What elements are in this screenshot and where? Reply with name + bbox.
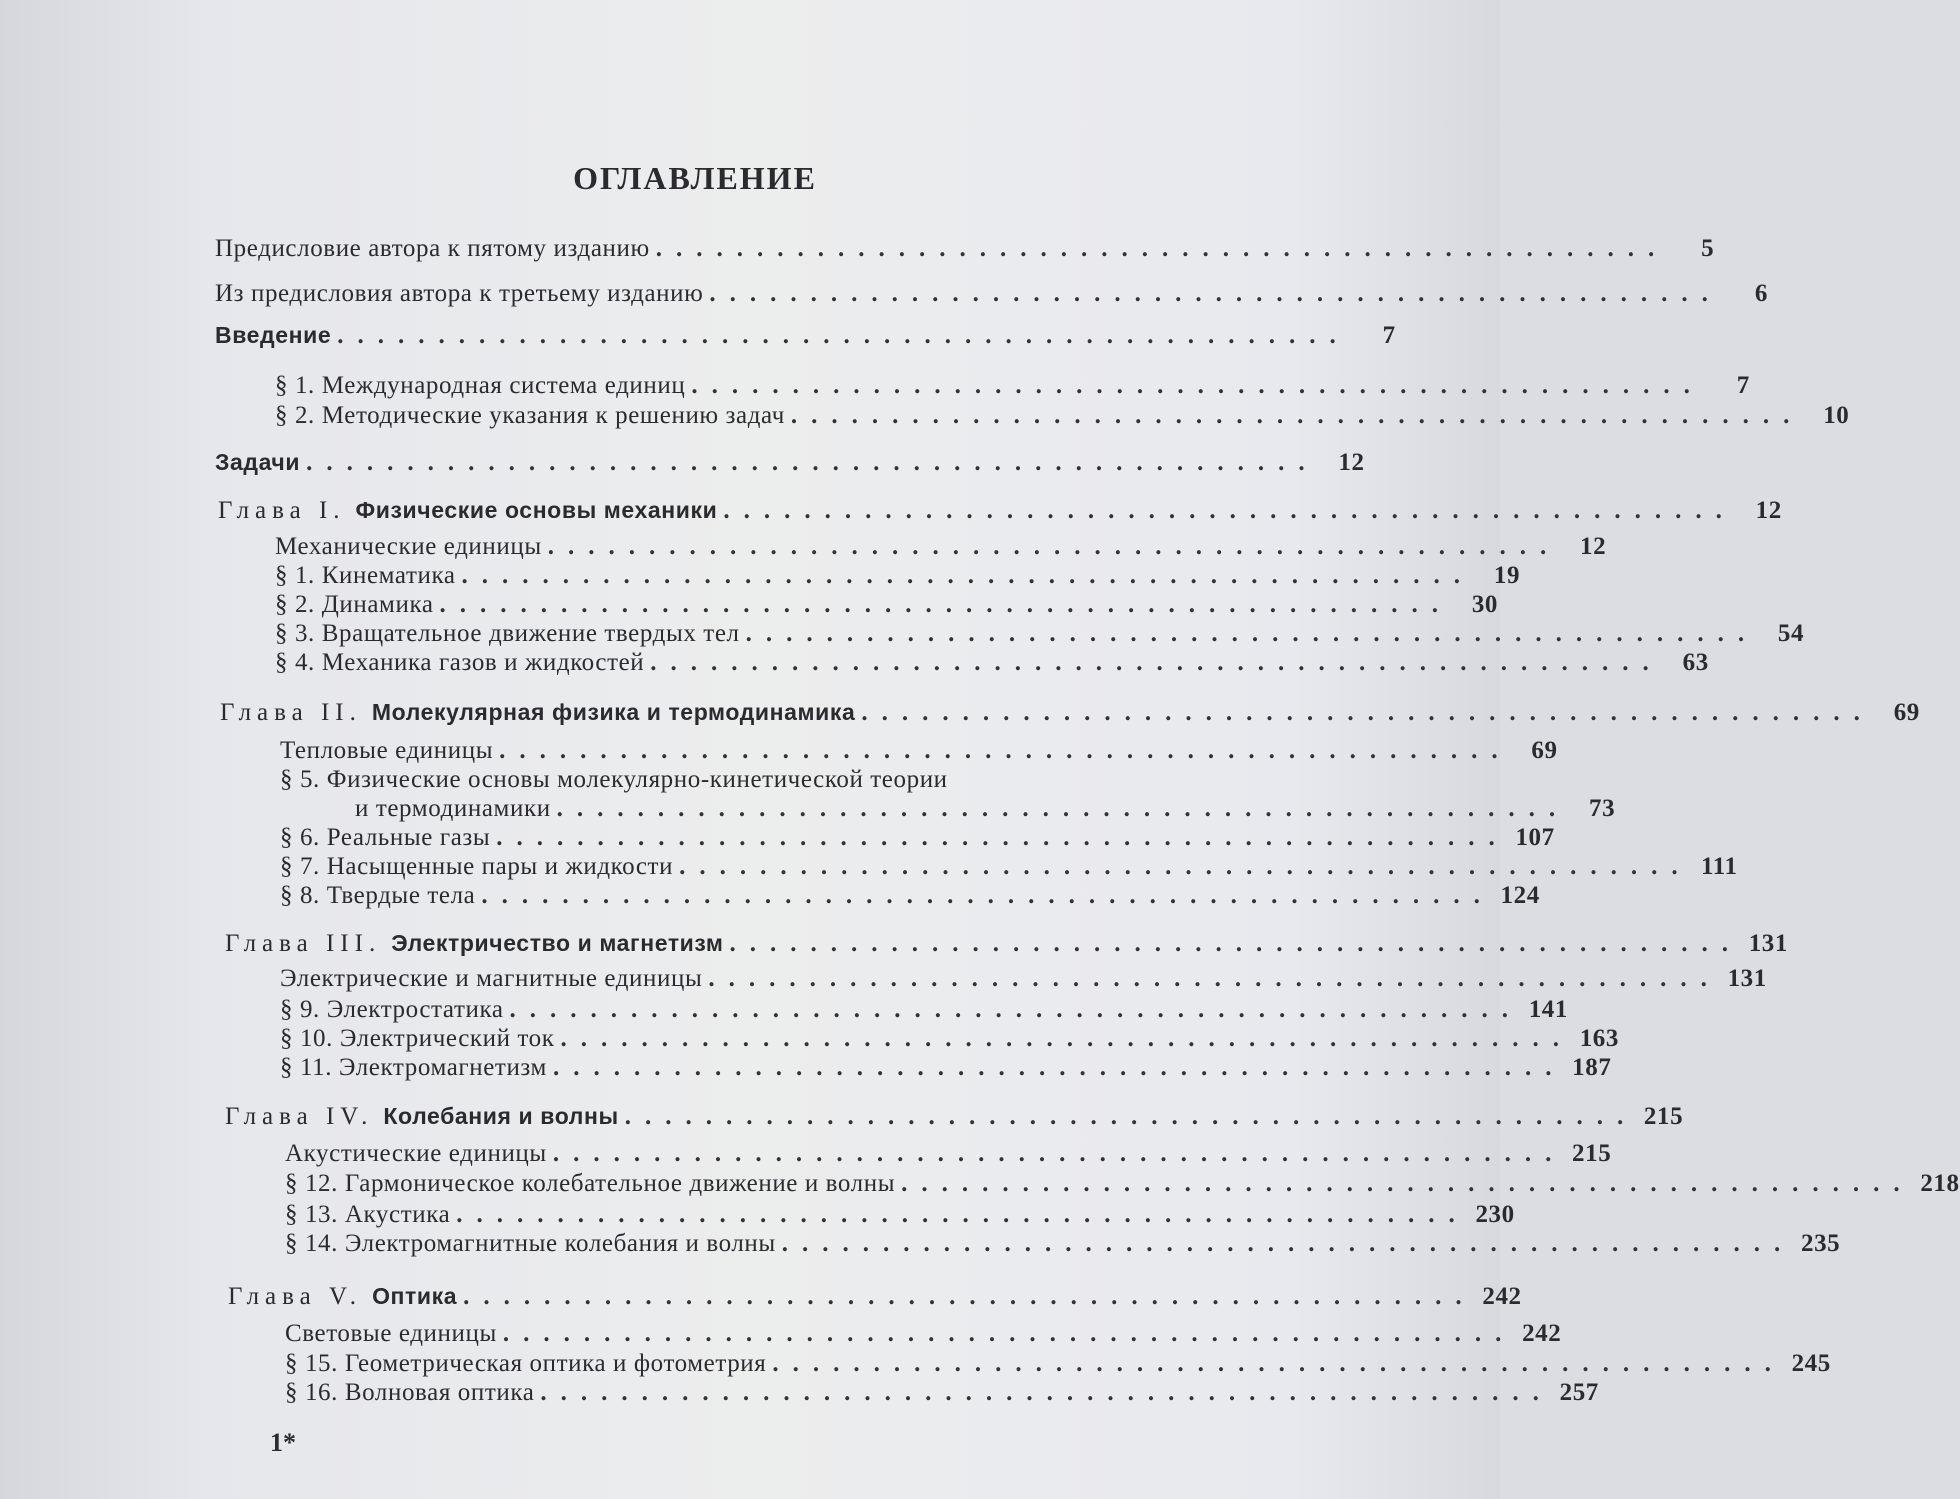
toc-entry: [285, 1379, 1599, 1409]
entry-page: 63: [1682, 649, 1709, 676]
entry-page: 54: [1777, 620, 1805, 647]
entry-page: 12: [1580, 533, 1607, 560]
entry-label: § 5. Физические основы молекулярно-кинетической теории: [280, 766, 948, 793]
entry-label: § 1. Международная система единиц: [275, 372, 686, 399]
chapter-prefix: Глава IV.: [225, 1103, 374, 1130]
entry-label: § 4. Механика газов и жидкостей: [275, 649, 645, 676]
toc-entry: [275, 402, 1850, 432]
entry-label: § 15. Геометрическая оптика и фотометрия: [285, 1350, 767, 1377]
entry-label: § 6. Реальные газы: [280, 824, 491, 851]
toc-entry: [280, 965, 1767, 995]
leader-dots: ..................................................: [723, 497, 1736, 524]
toc-entry: [215, 322, 1396, 352]
toc-entry: [275, 649, 1709, 679]
entry-page: 5: [1701, 235, 1715, 262]
chapter-heading: [225, 930, 1788, 960]
toc-entry: [215, 235, 1715, 265]
entry-label: § 16. Волновая оптика: [285, 1379, 535, 1406]
entry-label: § 2. Методические указания к решению задач: [275, 402, 785, 429]
entry-page: 12: [1338, 449, 1365, 476]
entry-page: 215: [1643, 1103, 1684, 1130]
entry-page: 69: [1893, 699, 1920, 726]
leader-dots: ..................................................: [556, 795, 1570, 822]
leader-dots: ..................................................: [729, 930, 1742, 957]
leader-dots: ..................................................: [901, 1170, 1914, 1197]
toc-entry: [285, 1170, 1960, 1200]
entry-page: 245: [1791, 1350, 1831, 1377]
toc-entry: [285, 1350, 1831, 1380]
leader-dots: ..................................................: [463, 1283, 1476, 1310]
entry-page: 12: [1755, 497, 1782, 524]
leader-dots: ..................................................: [691, 372, 1704, 399]
signature-mark: 1*: [270, 1428, 296, 1457]
entry-page: 111: [1701, 853, 1738, 880]
toc-entry: [285, 1320, 1562, 1350]
leader-dots: ..................................................: [456, 1201, 1469, 1228]
entry-label: Молекулярная физика и термодинамика: [371, 699, 856, 725]
entry-label: § 14. Электромагнитные колебания и волны: [285, 1230, 776, 1257]
entry-label: Акустические единицы: [285, 1140, 547, 1167]
page-title: ОГЛАВЛЕНИЕ: [573, 160, 817, 196]
entry-page: 242: [1482, 1283, 1522, 1310]
toc-entry: [215, 280, 1768, 310]
leader-dots: ..................................................: [509, 996, 1523, 1023]
chapter-prefix: Глава V.: [228, 1283, 363, 1310]
entry-label: § 13. Акустика: [285, 1201, 451, 1228]
chapter-heading: [228, 1283, 1522, 1313]
entry-label: § 11. Электромагнетизм: [280, 1054, 547, 1081]
leader-dots: ..................................................: [552, 1140, 1566, 1167]
entry-page: 19: [1493, 562, 1521, 589]
entry-label: Физические основы механики: [355, 497, 718, 523]
entry-label: § 10. Электрический ток: [280, 1025, 555, 1052]
entry-label: Оптика: [372, 1283, 458, 1309]
entry-label: Тепловые единицы: [280, 737, 494, 764]
toc-entry: [275, 533, 1607, 563]
leader-dots: ..................................................: [655, 235, 1669, 262]
leader-dots: ..................................................: [461, 562, 1475, 589]
entry-page: 107: [1515, 824, 1555, 851]
leader-dots: ..................................................: [540, 1379, 1553, 1406]
leader-dots: ..................................................: [337, 322, 1350, 349]
entry-label: и термодинамики: [355, 795, 551, 822]
leader-dots: ..................................................: [439, 591, 1453, 618]
leader-dots: ..................................................: [679, 853, 1692, 880]
toc-entry: [275, 562, 1521, 592]
toc-entry: [285, 1201, 1515, 1231]
chapter-prefix: Глава I.: [218, 497, 346, 524]
leader-dots: ..................................................: [481, 882, 1494, 909]
leader-dots: ..................................................: [772, 1350, 1785, 1377]
entry-label: § 1. Кинематика: [275, 562, 456, 589]
entry-page: 242: [1522, 1320, 1562, 1347]
leader-dots: ..................................................: [499, 737, 1512, 764]
toc-entry: [285, 1230, 1841, 1260]
toc-entry: [280, 766, 1180, 796]
entry-label: Из предисловия автора к третьему изданию: [215, 280, 704, 307]
entry-page: 163: [1579, 1025, 1620, 1052]
entry-label: Задачи: [215, 449, 301, 475]
entry-page: 6: [1754, 280, 1768, 307]
entry-page: 69: [1531, 737, 1558, 764]
toc-entry: [280, 996, 1569, 1026]
entry-page: 7: [1736, 372, 1750, 399]
chapter-heading: [220, 699, 1920, 729]
entry-label: § 8. Твердые тела: [280, 882, 476, 909]
entry-label: § 9. Электростатика: [280, 996, 504, 1023]
leader-dots: ..................................................: [496, 824, 1509, 851]
entry-label: Световые единицы: [285, 1320, 497, 1347]
leader-dots: ..................................................: [861, 699, 1874, 726]
leader-dots: ..................................................: [745, 620, 1759, 647]
toc-entry: [280, 737, 1558, 767]
entry-label: Колебания и волны: [383, 1103, 619, 1129]
entry-page: 131: [1748, 930, 1788, 957]
chapter-prefix: Глава II.: [220, 699, 362, 726]
chapter-heading: [218, 497, 1782, 527]
toc-entry: [275, 591, 1499, 621]
toc-entry: [280, 824, 1555, 854]
entry-label: Введение: [215, 322, 332, 348]
entry-page: 187: [1572, 1054, 1612, 1081]
leader-dots: ..................................................: [560, 1025, 1574, 1052]
leader-dots: ..................................................: [547, 533, 1561, 560]
leader-dots: ..................................................: [306, 449, 1319, 476]
leader-dots: ..................................................: [624, 1103, 1638, 1130]
leader-dots: ..................................................: [650, 649, 1663, 676]
leader-dots: ..................................................: [781, 1230, 1795, 1257]
entry-page: 131: [1727, 965, 1767, 992]
entry-page: 30: [1471, 591, 1499, 618]
entry-page: 7: [1382, 322, 1396, 349]
chapter-heading: [225, 1103, 1684, 1133]
toc-entry: [275, 372, 1750, 402]
leader-dots: ..................................................: [502, 1320, 1516, 1347]
entry-page: 235: [1800, 1230, 1841, 1257]
entry-page: 124: [1500, 882, 1540, 909]
entry-page: 230: [1475, 1201, 1515, 1228]
entry-page: 218: [1920, 1170, 1960, 1197]
entry-page: 73: [1588, 795, 1616, 822]
entry-page: 215: [1572, 1140, 1612, 1167]
entry-label: Механические единицы: [275, 533, 542, 560]
leader-dots: ..................................................: [709, 280, 1722, 307]
toc-entry: [280, 1025, 1620, 1055]
chapter-prefix: Глава III.: [225, 930, 382, 957]
leader-dots: ..................................................: [552, 1054, 1566, 1081]
toc-entry-continued: [355, 795, 1616, 825]
toc-entry: [215, 449, 1365, 479]
entry-label: Предисловие автора к пятому изданию: [215, 235, 650, 262]
entry-label: § 12. Гармоническое колебательное движение и волны: [285, 1170, 896, 1197]
toc-entry: [280, 1054, 1612, 1084]
entry-label: Электричество и магнетизм: [391, 930, 724, 956]
entry-page: 141: [1528, 996, 1569, 1023]
toc-entry: [285, 1140, 1612, 1170]
leader-dots: ..................................................: [790, 402, 1804, 429]
toc-entry: [280, 853, 1738, 883]
toc-entry: [275, 620, 1805, 650]
leader-dots: ..................................................: [708, 965, 1721, 992]
entry-page: 257: [1559, 1379, 1599, 1406]
entry-label: § 2. Динамика: [275, 591, 434, 618]
entry-page: 10: [1823, 402, 1850, 429]
entry-label: § 3. Вращательное движение твердых тел: [275, 620, 740, 647]
toc-entry: [280, 882, 1540, 912]
entry-label: Электрические и магнитные единицы: [280, 965, 703, 992]
entry-label: § 7. Насыщенные пары и жидкости: [280, 853, 674, 880]
